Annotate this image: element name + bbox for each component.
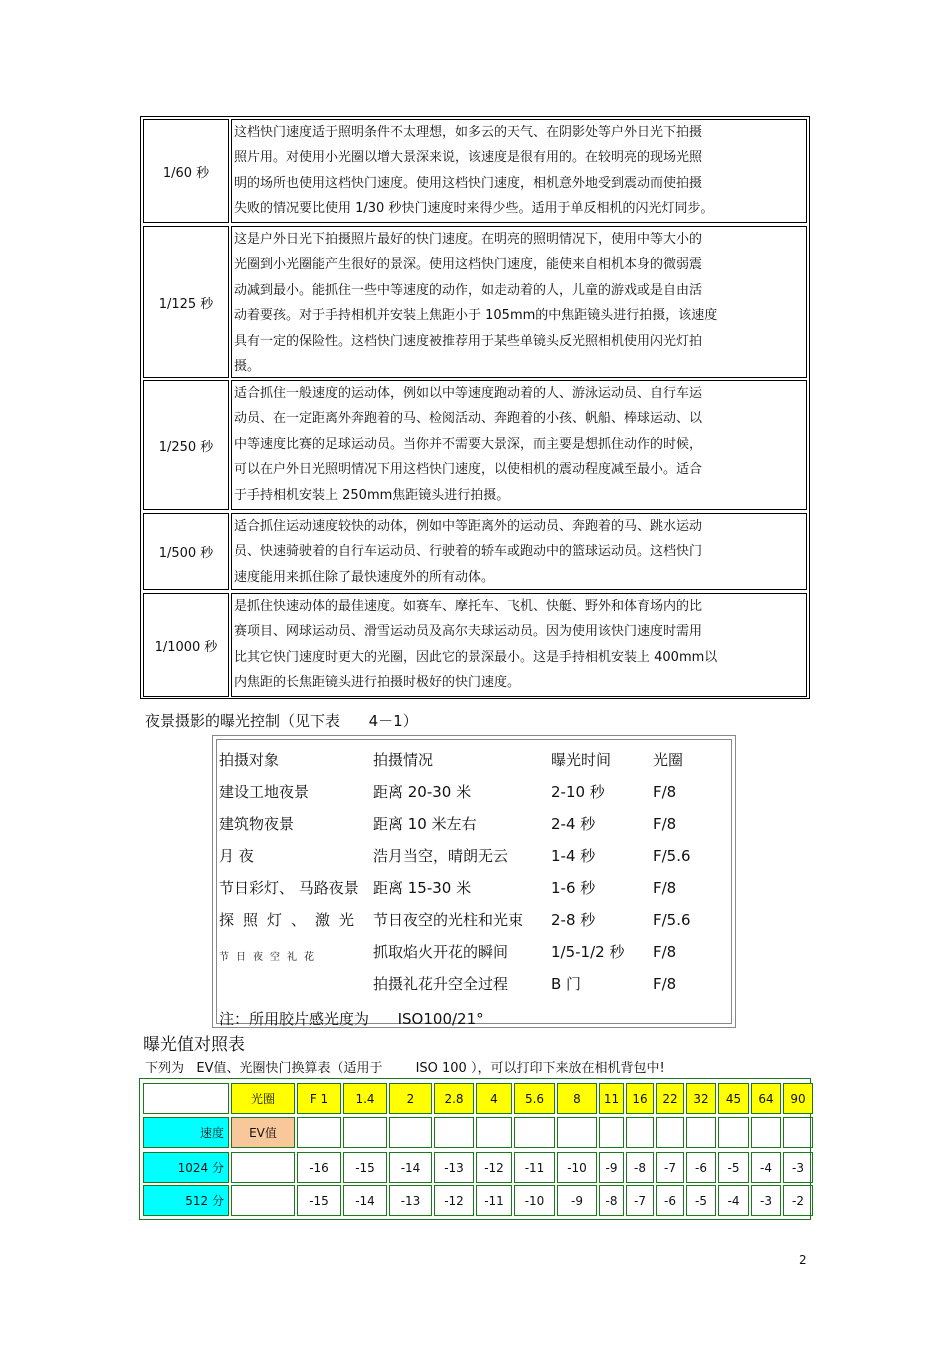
description-line: 这档快门速度适于照明条件不太理想，如多云的天气、在阴影处等户外日光下拍摄 xyxy=(234,125,703,140)
ev-value: -16 xyxy=(297,1152,341,1183)
aperture-value: 1.4 xyxy=(343,1083,387,1114)
condition-cell: 节日夜空的光柱和光束 xyxy=(373,911,524,929)
speed-description xyxy=(231,513,807,590)
blank-cell xyxy=(656,1117,684,1148)
description-line: 具有一定的保险性。这档快门速度被推荐用于某些单镜头反光照相机使用闪光灯拍 xyxy=(234,333,703,349)
ev-conversion-table xyxy=(139,1078,811,1220)
speed-row xyxy=(141,513,809,590)
night-row xyxy=(217,808,731,840)
ev-value: -10 xyxy=(514,1185,555,1216)
exposure-time-cell: 2-8 秒 xyxy=(551,911,596,929)
ev-table-title: 曝光值对照表 xyxy=(143,1035,245,1055)
aperture-value: 4 xyxy=(476,1083,512,1114)
speed-row xyxy=(141,119,809,223)
ev-value: -11 xyxy=(476,1185,512,1216)
description-line: 内焦距的长焦距镜头进行拍摄时极好的快门速度。 xyxy=(234,675,521,691)
description-line: 可以在户外日光照明情况下用这档快门速度，以使相机的震动程度减至最小。适合 xyxy=(234,462,703,478)
blank-cell xyxy=(626,1117,654,1148)
ev-value: -9 xyxy=(599,1152,624,1183)
speed-row xyxy=(141,380,809,510)
aperture-value: 2.8 xyxy=(434,1083,474,1114)
ev-value: -3 xyxy=(783,1152,813,1183)
blank-cell xyxy=(231,1185,295,1216)
aperture-cell: F/5.6 xyxy=(653,847,691,865)
description-line: 速度能用来抓住除了最快速度外的所有动体。 xyxy=(234,569,495,585)
aperture-cell: F/8 xyxy=(653,815,677,833)
speed-label: 1/60 秒 xyxy=(143,119,229,223)
ev-value: -5 xyxy=(718,1152,749,1183)
description-line: 于手持相机安装上 250mm焦距镜头进行拍摄。 xyxy=(234,487,510,503)
blank-cell xyxy=(783,1117,813,1148)
ev-value: -8 xyxy=(599,1185,624,1216)
condition-cell: 拍摄礼花升空全过程 xyxy=(373,975,509,993)
ev-value: -11 xyxy=(514,1152,555,1183)
description-line: 员、快速骑驶着的自行车运动员、行驶着的轿车或跑动中的篮球运动员。这档快门 xyxy=(234,544,703,560)
ev-value: -10 xyxy=(557,1152,597,1183)
description-line: 明的场所也使用这档快门速度。使用这档快门速度，相机意外地受到震动而使拍摄 xyxy=(234,175,703,191)
ev-value: -12 xyxy=(476,1152,512,1183)
description-line: 赛项目、网球运动员、滑雪运动员及高尔夫球运动员。因为使用该快门速度时需用 xyxy=(234,624,703,640)
description-line: 这是户外日光下拍摄照片最好的快门速度。在明亮的照明情况下，使用中等大小的 xyxy=(234,232,703,247)
condition-cell: 抓取焰火开花的瞬间 xyxy=(373,943,509,961)
header-subject: 拍摄对象 xyxy=(219,751,280,769)
subject-cell: 月 夜 xyxy=(219,847,254,865)
ev-value: -3 xyxy=(751,1185,781,1216)
ev-value: -14 xyxy=(343,1185,387,1216)
speed-row xyxy=(141,226,809,378)
ev-value: -12 xyxy=(434,1185,474,1216)
condition-cell: 距离 15-30 米 xyxy=(373,879,472,897)
ev-value: -15 xyxy=(297,1185,341,1216)
exposure-time-cell: 1/5-1/2 秒 xyxy=(551,943,625,961)
header-exposure-time: 曝光时间 xyxy=(551,751,612,769)
description-line: 是抓住快速动体的最佳速度。如赛车、摩托车、飞机、快艇、野外和体育场内的比 xyxy=(234,599,703,614)
night-row xyxy=(217,936,731,968)
aperture-cell: F/8 xyxy=(653,975,677,993)
blank-cell xyxy=(297,1117,341,1148)
aperture-value: 5.6 xyxy=(514,1083,555,1114)
aperture-label: 光圈 xyxy=(231,1083,295,1114)
exposure-time-cell: B 门 xyxy=(551,975,582,993)
ev-value: -7 xyxy=(656,1152,684,1183)
aperture-cell: F/8 xyxy=(653,879,677,897)
night-exposure-table-inner xyxy=(216,739,732,1028)
blank-cell xyxy=(343,1117,387,1148)
description-line: 摄。 xyxy=(234,359,261,375)
exposure-time-cell: 1-6 秒 xyxy=(551,879,596,897)
description-line: 适合抓住运动速度较快的动体，例如中等距离外的运动员、奔跑着的马、跳水运动 xyxy=(234,519,703,534)
ev-value: -4 xyxy=(718,1185,749,1216)
description-line: 比其它快门速度时更大的光圈，因此它的景深最小。这是手持相机安装上 400mm以 xyxy=(234,649,718,665)
condition-cell: 距离 20-30 米 xyxy=(373,783,472,801)
ev-value: -9 xyxy=(557,1185,597,1216)
speed-label: 速度 xyxy=(143,1117,229,1148)
speed-description xyxy=(231,226,807,378)
ev-value: -14 xyxy=(389,1152,432,1183)
night-row xyxy=(217,776,731,808)
ev-label: EV值 xyxy=(231,1117,295,1148)
blank-cell xyxy=(476,1117,512,1148)
aperture-value: 11 xyxy=(599,1083,624,1114)
ev-value: -13 xyxy=(434,1152,474,1183)
night-exposure-caption: 夜景摄影的曝光控制（见下表 4－1） xyxy=(145,712,418,730)
aperture-value: 64 xyxy=(751,1083,781,1114)
ev-value: -2 xyxy=(783,1185,813,1216)
speed-description xyxy=(231,593,807,697)
aperture-cell: F/8 xyxy=(653,783,677,801)
condition-cell: 浩月当空，晴朗无云 xyxy=(373,847,509,865)
description-line: 照片用。对使用小光圈以增大景深来说，该速度是很有用的。在较明亮的现场光照 xyxy=(234,150,703,166)
speed-label: 1/250 秒 xyxy=(143,380,229,510)
night-note: 注：所用胶片感光度为 ISO100/21° xyxy=(219,1010,484,1028)
description-line: 适合抓住一般速度的运动体，例如以中等速度跑动着的人、游泳运动员、自行车运 xyxy=(234,386,703,401)
description-line: 失败的情况要比使用 1/30 秒快门速度时来得少些。适用于单反相机的闪光灯同步。 xyxy=(234,201,714,217)
night-header-row xyxy=(217,744,731,776)
speed-row xyxy=(141,593,809,697)
aperture-value: 45 xyxy=(718,1083,749,1114)
ev-value: -5 xyxy=(686,1185,716,1216)
speed-description xyxy=(231,119,807,223)
description-line: 动着要孩。对于手持相机并安装上焦距小于 105mm的中焦距镜头进行拍摄，该速度 xyxy=(234,308,718,324)
ev-value: -8 xyxy=(626,1152,654,1183)
blank-cell xyxy=(514,1117,555,1148)
blank-cell xyxy=(434,1117,474,1148)
aperture-value: F 1 xyxy=(297,1083,341,1114)
speed-label: 1/1000 秒 xyxy=(143,593,229,697)
aperture-value: 90 xyxy=(783,1083,813,1114)
night-row xyxy=(217,872,731,904)
ev-row-label: 512 分 xyxy=(143,1185,229,1216)
speed-label: 1/500 秒 xyxy=(143,513,229,590)
speed-description xyxy=(231,380,807,510)
description-line: 中等速度比赛的足球运动员。当你并不需要大景深，而主要是想抓住动作的时候， xyxy=(234,436,703,452)
aperture-cell: F/5.6 xyxy=(653,911,691,929)
exposure-time-cell: 2-4 秒 xyxy=(551,815,596,833)
ev-value: -15 xyxy=(343,1152,387,1183)
speed-label: 1/125 秒 xyxy=(143,226,229,378)
description-line: 动员、在一定距离外奔跑着的马、检阅活动、奔跑着的小孩、帆船、棒球运动、以 xyxy=(234,411,703,427)
blank-cell xyxy=(751,1117,781,1148)
description-line: 动减到最小。能抓住一些中等速度的动作，如走动着的人，儿童的游戏或是自由活 xyxy=(234,282,703,298)
subject-cell: 探照灯、激光 xyxy=(219,911,364,929)
ev-table-subtitle: 下列为 EV值、光圈快门换算表（适用于 ISO 100 ），可以打印下来放在相机背包中! xyxy=(145,1061,665,1076)
aperture-cell: F/8 xyxy=(653,943,677,961)
aperture-value: 32 xyxy=(686,1083,716,1114)
night-row xyxy=(217,904,731,936)
blank-cell xyxy=(686,1117,716,1148)
blank-cell xyxy=(389,1117,432,1148)
night-exposure-table xyxy=(212,735,736,1028)
ev-value: -4 xyxy=(751,1152,781,1183)
aperture-value: 8 xyxy=(557,1083,597,1114)
page-number: 2 xyxy=(799,1253,807,1267)
blank-cell xyxy=(599,1117,624,1148)
exposure-time-cell: 2-10 秒 xyxy=(551,783,605,801)
subject-cell: 节日夜空礼花 xyxy=(219,952,321,963)
header-aperture: 光圈 xyxy=(653,751,684,769)
exposure-time-cell: 1-4 秒 xyxy=(551,847,596,865)
aperture-value: 2 xyxy=(389,1083,432,1114)
ev-value: -7 xyxy=(626,1185,654,1216)
header-condition: 拍摄情况 xyxy=(373,751,434,769)
blank-cell xyxy=(231,1152,295,1183)
ev-value: -6 xyxy=(686,1152,716,1183)
blank-corner-cell xyxy=(143,1083,229,1114)
ev-value: -6 xyxy=(656,1185,684,1216)
aperture-value: 22 xyxy=(656,1083,684,1114)
shutter-speed-table xyxy=(140,116,810,699)
ev-row-label: 1024 分 xyxy=(143,1152,229,1183)
blank-cell xyxy=(557,1117,597,1148)
ev-value: -13 xyxy=(389,1185,432,1216)
subject-cell: 建设工地夜景 xyxy=(219,783,310,801)
subject-cell: 建筑物夜景 xyxy=(219,815,295,833)
night-row xyxy=(217,968,731,1000)
subject-cell: 节日彩灯、 马路夜景 xyxy=(219,879,359,897)
aperture-value: 16 xyxy=(626,1083,654,1114)
description-line: 光圈到小光圈能产生很好的景深。使用这档快门速度，能使来自相机本身的微弱震 xyxy=(234,257,703,273)
blank-cell xyxy=(718,1117,749,1148)
night-row xyxy=(217,840,731,872)
condition-cell: 距离 10 米左右 xyxy=(373,815,477,833)
